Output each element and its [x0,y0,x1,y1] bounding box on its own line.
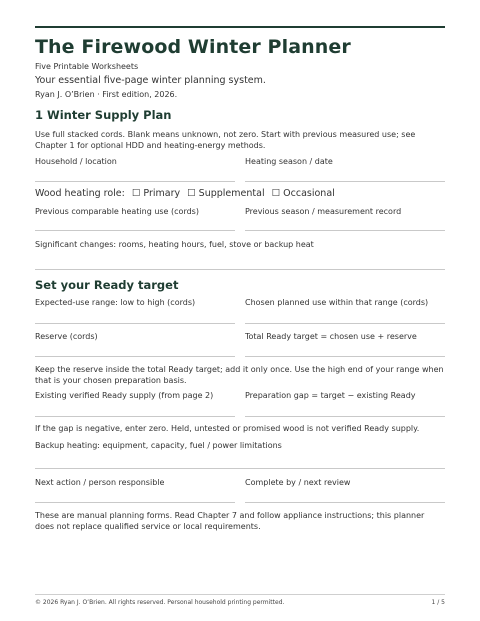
reserve-label: Reserve (cords) [35,332,98,341]
backup-label: Backup heating: equipment, capacity, fuel / power limitations [35,441,282,450]
backup-field[interactable] [35,468,445,469]
action-field[interactable] [35,502,235,503]
range-field[interactable] [35,323,235,324]
complete-label: Complete by / next review [245,478,351,487]
disclaimer: These are manual planning forms. Read Chapter 7 and follow appliance instructions; this planner does not replace qualified service or local requirements. [35,511,425,531]
section-heading-supply-plan: 1 Winter Supply Plan [35,108,172,122]
page-number: 1 / 5 [431,599,445,606]
role-primary-checkbox[interactable]: ☐ Primary [131,188,181,199]
author-line: Ryan J. O’Brien · First edition, 2026. [35,90,178,99]
complete-field[interactable] [245,502,445,503]
tagline: Your essential five-page winter planning system. [35,75,266,86]
household-label: Household / location [35,157,117,166]
page-title: The Firewood Winter Planner [35,36,351,58]
role-label: Wood heating role: [35,188,125,199]
gap-label: Preparation gap = target − existing Ready [245,391,416,400]
season-label: Heating season / date [245,157,333,166]
gap-note: If the gap is negative, enter zero. Held, untested or promised wood is not verified Ready supply. [35,424,420,433]
prev-use-label: Previous comparable heating use (cords) [35,207,199,216]
footer-copyright: © 2026 Ryan J. O’Brien. All rights reserved. Personal household printing permitted. [35,599,285,606]
season-field[interactable] [245,181,445,182]
wood-heating-role [35,188,335,199]
changes-label: Significant changes: rooms, heating hours, fuel, stove or backup heat [35,240,314,249]
total-field[interactable] [245,356,445,357]
prev-use-field[interactable] [35,230,235,231]
role-supplemental-checkbox[interactable]: ☐ Supplemental [187,188,265,199]
action-label: Next action / person responsible [35,478,165,487]
footer-rule [35,594,445,595]
reserve-field[interactable] [35,356,235,357]
existing-field[interactable] [35,416,235,417]
reserve-note: Keep the reserve inside the total Ready target; add it only once. Use the high end of your range when that is your chosen preparation basis. [35,365,444,385]
planned-label: Chosen planned use within that range (cords) [245,298,429,307]
range-label: Expected-use range: low to high (cords) [35,298,196,307]
prev-season-field[interactable] [245,230,445,231]
top-rule [35,26,445,28]
changes-field[interactable] [35,269,445,270]
prev-season-label: Previous season / measurement record [245,207,402,216]
page-subtitle: Five Printable Worksheets [35,62,139,71]
total-label: Total Ready target = chosen use + reserve [245,332,417,341]
role-occasional-checkbox[interactable]: ☐ Occasional [271,188,335,199]
household-field[interactable] [35,181,235,182]
section-intro: Use full stacked cords. Blank means unknown, not zero. Start with previous measured use; see Chapter 1 for optional HDD and heating-energy methods. [35,130,416,150]
section-heading-ready-target: Set your Ready target [35,278,179,292]
planned-field[interactable] [245,323,445,324]
gap-field[interactable] [245,416,445,417]
worksheet-page [35,0,445,621]
existing-label: Existing verified Ready supply (from page 2) [35,391,214,400]
